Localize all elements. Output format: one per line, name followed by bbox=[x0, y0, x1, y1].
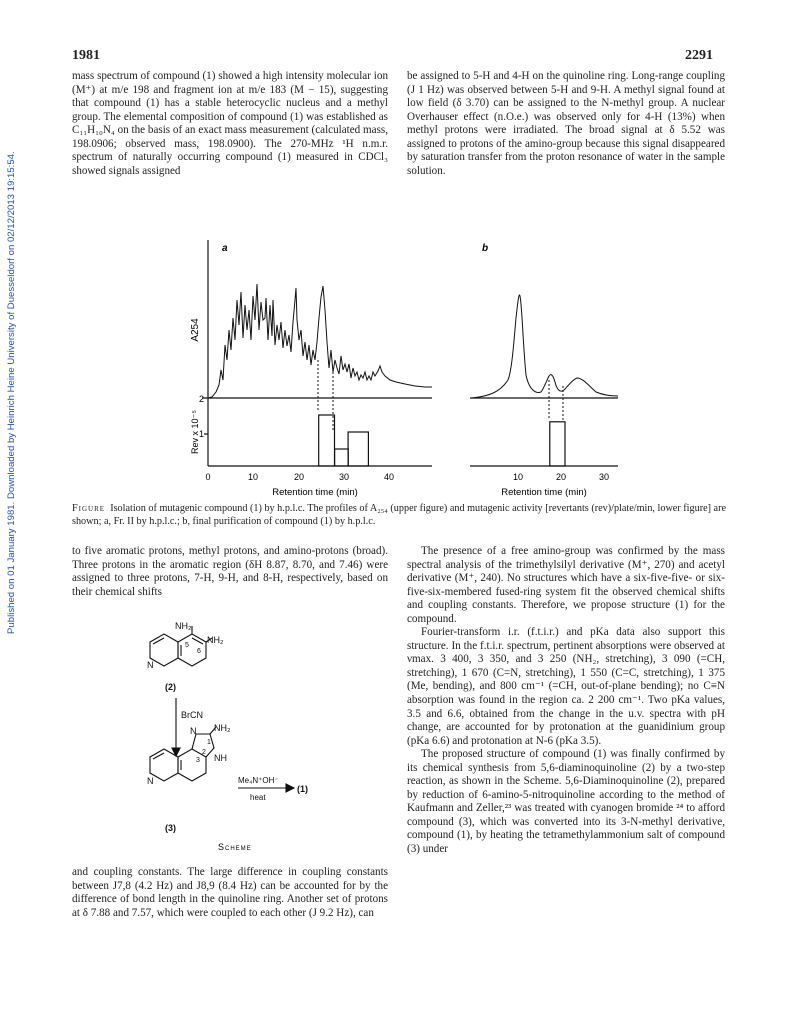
paragraph: mass spectrum of compound (1) showed a high intensity molecular ion (M⁺) at m/e 198 and fragment ion at m/e 183 (M − 15), suggesting that compound (1) has a stable heterocyclic nucleus and a methyl group. The elemental composition of compound (1) was established as C₁₁H₁₀N₄ on the basis of an exact mass measurement (calculated mass, 198.0906; observed mass, 198.0900). The 270-MHz ¹H n.m.r. spectrum of naturally occurring compound (1) measured in CDCl₃ showed signals assigned bbox=[72, 70, 388, 177]
caption-label: Figure bbox=[72, 503, 106, 514]
page-year: 1981 bbox=[72, 48, 100, 63]
compound3-label: (3) bbox=[165, 823, 176, 833]
download-watermark: Published on 01 January 1981. Downloaded by Heinrich Heine University of Duesseldorf on 02/12/2013 19:15:54. bbox=[6, 151, 17, 635]
paragraph: and coupling constants. The large difference in coupling constants between J7,8 (4.2 Hz) and J8,9 (8.4 Hz) can be accounted for by the difference of bond length in the quinoline ring. Another set of protons at δ 7.88 and 7.57, which were coupled to each other (J 9.2 Hz), can bbox=[72, 866, 388, 919]
paragraph: The proposed structure of compound (1) was finally confirmed by its chemical synthesis from 5,6-diaminoquinoline (2) by a two-step reaction, as shown in the Scheme. 5,6-Diaminoquinoline (2), prepared by reduction of 6-amino-5-nitroquinoline according to the method of Kaufmann and Zeller,²³ was treated with cyanogen bromide ²⁴ to afford compound (3), which was converted into its 3-N-methyl derivative, compound (1), by heating the tetramethylammonium salt of compound (3) under bbox=[407, 748, 725, 856]
left-column-bottom bbox=[72, 866, 388, 920]
compound3-nh: NH bbox=[214, 753, 227, 763]
position-3: 3 bbox=[196, 757, 200, 764]
panel-a-x-label: Retention time (min) bbox=[272, 487, 358, 498]
position-2: 2 bbox=[202, 749, 206, 756]
scheme-caption: Scheme bbox=[218, 842, 252, 852]
compound3-ring-n: N bbox=[147, 776, 154, 786]
panel-b-x-label: Retention time (min) bbox=[501, 487, 587, 498]
compound3-ring-left bbox=[150, 749, 178, 781]
position-5: 5 bbox=[185, 642, 189, 649]
b-x-tick: 10 bbox=[512, 472, 524, 482]
reaction-condition: heat bbox=[250, 793, 266, 802]
panel-b-label: b bbox=[482, 243, 489, 254]
y-lower-label: Rev x 10⁻⁵ bbox=[190, 410, 200, 454]
compound3-n: N bbox=[190, 726, 197, 736]
reagent-me4noh: Me₄N⁺OH⁻ bbox=[238, 776, 279, 785]
a-x-tick: 20 bbox=[293, 472, 305, 482]
a-x-tick: 30 bbox=[338, 472, 350, 482]
compound2-label: (2) bbox=[165, 682, 176, 692]
compound2-n: N bbox=[147, 660, 154, 670]
y-tick-1: 1 bbox=[198, 429, 204, 439]
b-x-tick: 30 bbox=[598, 472, 610, 482]
paragraph: Fourier-transform i.r. (f.t.i.r.) and pKa data also support this structure. In the f.t.i.r. spectrum, pertinent absorptions were observed at νmax. 3 400, 3 350, and 3 250 (NH₂, stretching), 3 090 (=CH, stretching), 1 670 (C=N, stretching), 1 550 (C=C, stretching), 1 375 (Me, bending), and 800 cm⁻¹ (=CH, out-of-plane bending); no C≡N absorption was found in the region ca. 2 200 cm⁻¹. Two pKa values, 3.5 and 6.6, obtained from the change in the u.v. spectra with pH change, are accounted for by protonation at the guanidinium group (pKa 6.6) and protonation at N-6 (pKa 3.5). bbox=[407, 626, 725, 747]
paragraph: The presence of a free amino-group was confirmed by the mass spectral analysis of the trimethylsilyl derivative (M⁺, 270) and acetyl derivative (M⁺, 240). No structures which have a six-five-five- or six-five-six-membered fused-ring system fit the observed chemical shifts and coupling constants. Therefore, we propose structure (1) for the compound. bbox=[407, 545, 725, 625]
right-column-bottom bbox=[407, 545, 725, 857]
compound2-nh2-side: NH₂ bbox=[207, 635, 224, 645]
a-x-tick: 0 bbox=[205, 472, 211, 482]
product-label: (1) bbox=[297, 784, 308, 794]
page-number: 2291 bbox=[685, 48, 713, 63]
position-1: 1 bbox=[207, 739, 211, 746]
y-upper-label: A254 bbox=[190, 318, 201, 342]
paragraph: to five aromatic protons, methyl protons, and amino-protons (broad). Three protons in the aromatic region (δH 8.87, 8.70, and 7.46) were assigned to three protons, 7-H, 9-H, and 8-H, respectively, based on their chemical shifts bbox=[72, 545, 388, 598]
y-tick-2: 2 bbox=[198, 394, 204, 404]
a-x-tick: 40 bbox=[383, 472, 395, 482]
compound3-nh2: NH₂ bbox=[214, 723, 231, 733]
a-x-tick: 10 bbox=[247, 472, 259, 482]
compound2-nh2-top: NH₂ bbox=[175, 621, 192, 631]
panel-a-label: a bbox=[222, 243, 228, 254]
compound2-ring-left bbox=[150, 634, 178, 666]
b-x-tick: 20 bbox=[555, 472, 567, 482]
reagent-brcn: BrCN bbox=[181, 710, 203, 720]
paragraph: be assigned to 5-H and 4-H on the quinoline ring. Long-range coupling (J 1 Hz) was observed between 5-H and 9-H. A methyl signal found at low field (δ 3.70) can be assigned to the N-methyl group. A nuclear Overhauser effect (n.O.e.) was observed only for 4-H (13%) when methyl protons were irradiated. The broad signal at δ 5.52 was assigned to protons of the amino-group because this signal disappeared by saturation transfer from the proton resonance of water in the sample solution. bbox=[407, 70, 725, 177]
caption-text: Isolation of mutagenic compound (1) by h.p.l.c. The profiles of A₂₅₄ (upper figure) and mutagenic activity [revertants (rev)/plate/min, lower figure] are shown; a, Fr. II by h.p.l.c.; b, final purification of compound (1) by h.p.l.c. bbox=[72, 503, 726, 527]
position-6: 6 bbox=[197, 648, 201, 655]
compound2-ring-right bbox=[178, 634, 206, 666]
